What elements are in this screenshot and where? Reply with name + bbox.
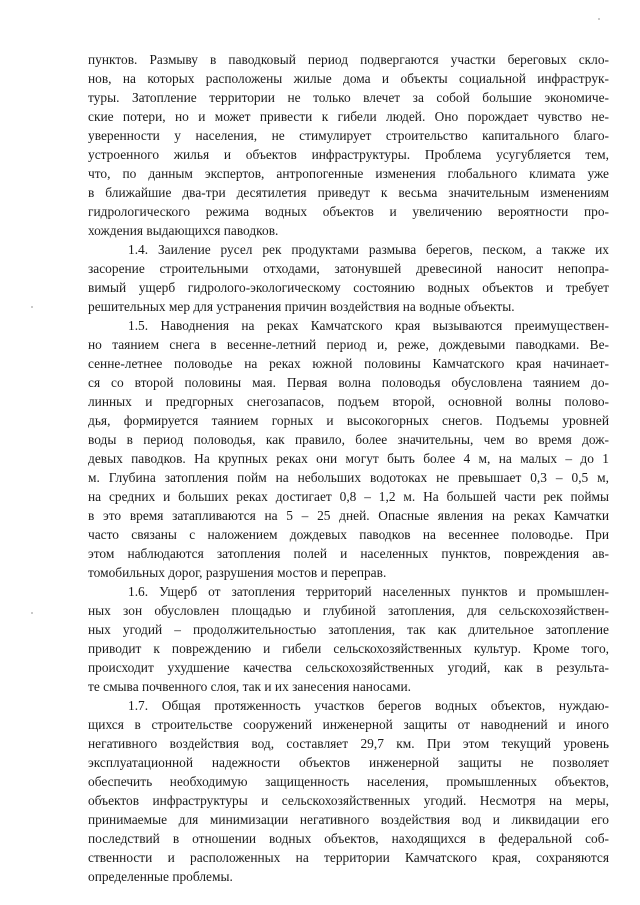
text-line: ся со второй половины мая. Первая волна половодья обусловлена таянием до- (88, 375, 609, 390)
text-line: линных и предгорных снегозапасов, подъем второй, основной волны полово- (88, 394, 609, 409)
text-line: этом наблюдаются затопления полей и населенных пунктов, повреждения ав- (88, 546, 609, 561)
text-line: 1.5. Наводнения на реках Камчатского края вызываются преимуществен- (128, 318, 609, 333)
paragraph (88, 316, 609, 582)
text-line: сенне-летнее половодье на реках южной половины Камчатского края начинает- (88, 356, 609, 371)
text-line: устроенного жилья и объектов инфраструктуры. Проблема усугубляется тем, (88, 147, 609, 162)
text-line: решительных мер для устранения причин воздействия на водные объекты. (88, 299, 515, 314)
text-line: нов, на которых расположены жилые дома и объекты социальной инфраструк- (88, 71, 609, 86)
text-line: последствий в отношении водных объектов, находящихся в федеральной соб- (88, 831, 609, 846)
text-line: объектов инфраструктуры и сельскохозяйственных угодий. Несмотря на меры, (88, 793, 609, 808)
document-body (88, 50, 609, 886)
text-line: происходит ухудшение качества сельскохозяйственных угодий, как в результа- (88, 660, 609, 675)
text-line: 1.6. Ущерб от затопления территорий населенных пунктов и промышлен- (128, 584, 609, 599)
text-line: обеспечить необходимую защищенность населения, промышленных объектов, (88, 774, 609, 789)
paragraph (88, 240, 609, 316)
text-line: эксплуатационной надежности объектов инженерной защиты не позволяет (88, 755, 609, 770)
text-line: ных зон обусловлен площадью и глубиной затопления, для сельскохозяйствен- (88, 603, 609, 618)
scan-speck (31, 306, 33, 308)
paragraph (88, 50, 609, 240)
text-line: хождения выдающихся паводков. (88, 223, 279, 238)
text-line: 1.4. Заиление русел рек продуктами размыва берегов, песком, а также их (128, 242, 609, 257)
text-line: туры. Затопление территории не только влечет за собой большие экономиче- (88, 90, 609, 105)
text-line: гидрологического режима водных объектов и увеличению вероятности про- (88, 204, 609, 219)
text-line: ственности и расположенных на территории Камчатского края, сохраняются (88, 850, 609, 865)
text-line: что, по данным экспертов, антропогенные изменения глобального климата уже (88, 166, 609, 181)
scan-speck (31, 612, 33, 614)
text-line: ных угодий – продолжительностью затопления, так как длительное затопление (88, 622, 609, 637)
text-line: воды в период половодья, как правило, более значительны, чем во время дож- (88, 432, 609, 447)
text-line: 1.7. Общая протяженность участков берегов водных объектов, нуждаю- (128, 698, 609, 713)
text-line: приводит к повреждению и гибели сельскохозяйственных культур. Кроме того, (88, 641, 609, 656)
text-line: вимый ущерб гидролого-экологическому состоянию водных объектов и требует (88, 280, 609, 295)
text-line: определенные проблемы. (88, 869, 233, 884)
text-line: пунктов. Размыву в паводковый период подвергаются участки береговых скло- (88, 52, 609, 67)
text-line: м. Глубина затопления пойм на небольших водотоках не превышает 0,3 – 0,5 м, (88, 470, 609, 485)
text-line: принимаемые для минимизации негативного воздействия вод и ликвидации его (88, 812, 609, 827)
text-line: но таянием снега в весенне-летний период и, реже, дождевыми паводками. Ве- (88, 337, 609, 352)
text-line: ские потери, но и может привести к гибели людей. Оно порождает чувство не- (88, 109, 609, 124)
text-line: негативного воздействия вод, составляет 29,7 км. При этом текущий уровень (88, 736, 609, 751)
text-line: на средних и больших реках достигает 0,8 – 1,2 м. На большей части рек поймы (88, 489, 609, 504)
text-line: щихся в строительстве сооружений инженерной защиты от наводнений и иного (88, 717, 609, 732)
text-line: те смыва почвенного слоя, так и их занесения наносами. (88, 679, 412, 694)
paragraph (88, 582, 609, 696)
text-line: девых паводков. На крупных реках они могут быть более 4 м, на малых – до 1 (88, 451, 609, 466)
text-line: томобильных дорог, разрушения мостов и переправ. (88, 565, 387, 580)
text-line: дья, формируется таянием горных и высокогорных снегов. Подъемы уровней (88, 413, 609, 428)
text-line: в ближайшие два-три десятилетия приведут к весьма значительным изменениям (88, 185, 609, 200)
text-line: в это время затапливаются на 5 – 25 дней. Опасные явления на реках Камчатки (88, 508, 609, 523)
paragraph (88, 696, 609, 886)
text-line: засорение строительными отходами, затонувшей древесиной наносит непопра- (88, 261, 609, 276)
text-line: часто связаны с наложением дождевых паводков на весеннее половодье. При (88, 527, 609, 542)
text-line: уверенности у населения, не стимулирует строительство капитального благо- (88, 128, 609, 143)
scan-speck (598, 18, 600, 20)
